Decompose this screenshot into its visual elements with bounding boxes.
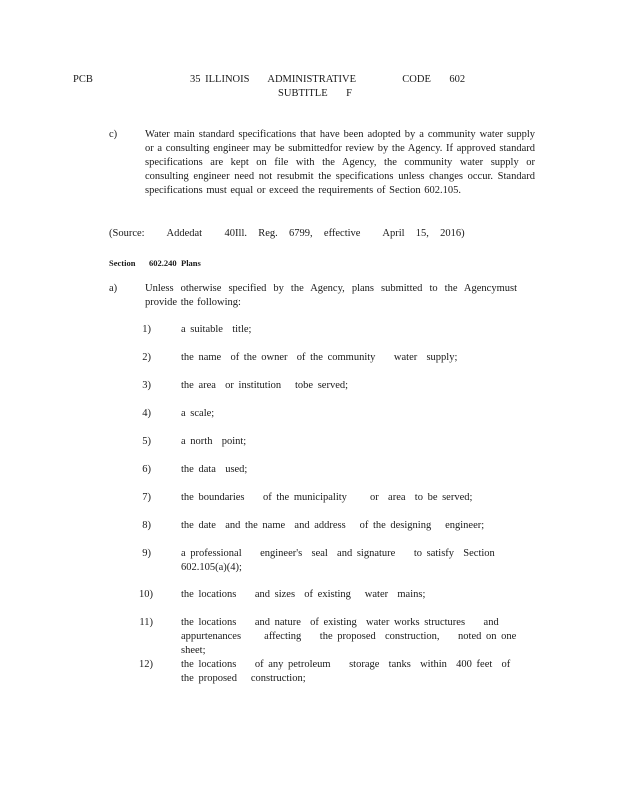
header-title bbox=[190, 73, 466, 101]
list-item-text: a scale; bbox=[181, 408, 215, 419]
para-c-text: Water main standard specifications that have been adopted by a community water supply or a consulting engineer may be submittedfor review by the Agency. If approved standard specifications are kept on file with the Agency, the community water supply or consulting engineer need not resubmit the specifications unless changes occur. Standard specifications must equal or exceed the requirements of Section 602.105. bbox=[145, 129, 535, 196]
list-item-number: 2) bbox=[142, 352, 151, 363]
para-c-marker: c) bbox=[109, 129, 118, 140]
list-item-number: 11) bbox=[139, 617, 153, 628]
list-item-number: 9) bbox=[142, 548, 151, 559]
list-item-number: 10) bbox=[139, 589, 153, 600]
list-item-text: the locations and sizes of existing water mains; bbox=[181, 589, 426, 600]
para-a-marker: a) bbox=[109, 283, 118, 294]
list-item-number: 6) bbox=[142, 464, 151, 475]
list-item-text: the boundaries of the municipality or area to be served; bbox=[181, 492, 473, 503]
para-a-text: Unless otherwise specified by the Agency, plans submitted to the Agencymust provide the following: bbox=[145, 283, 517, 308]
list-item-text: a suitable title; bbox=[181, 324, 252, 335]
list-item-text: the locations of any petroleum storage tanks within 400 feet of the proposed construction; bbox=[181, 659, 515, 684]
list-item-text: the date and the name and address of the designing engineer; bbox=[181, 520, 485, 531]
section-number: 602.240 bbox=[149, 258, 177, 268]
list-item-number: 3) bbox=[142, 380, 151, 391]
header-title-line2: SUBTITLE F bbox=[278, 88, 352, 99]
list-item-number: 12) bbox=[139, 659, 153, 670]
list-item-text: the area or institution tobe served; bbox=[181, 380, 349, 391]
list-item-text: a north point; bbox=[181, 436, 247, 447]
list-item-text: the data used; bbox=[181, 464, 248, 475]
list-item-number: 7) bbox=[142, 492, 151, 503]
section-title: Plans bbox=[181, 258, 201, 268]
header-agency: PCB bbox=[73, 74, 93, 85]
source-note: (Source: Addedat 40Ill. Reg. 6799, effective April 15, 2016) bbox=[109, 228, 465, 239]
list-item-text: the locations and nature of existing water works structures and appurtenances affecting the proposed construction, noted on one sheet; bbox=[181, 617, 521, 656]
header-title-line1: 35 ILLINOIS ADMINISTRATIVE CODE 602 bbox=[190, 74, 466, 85]
list-item-number: 5) bbox=[142, 436, 151, 447]
section-label: Section bbox=[109, 258, 136, 268]
list-item-text: the name of the owner of the community water supply; bbox=[181, 352, 458, 363]
list-item-number: 1) bbox=[142, 324, 151, 335]
list-item-number: 4) bbox=[142, 408, 151, 419]
list-item-text: a professional engineer's seal and signature to satisfy Section 602.105(a)(4); bbox=[181, 548, 500, 573]
list-item-number: 8) bbox=[142, 520, 151, 531]
